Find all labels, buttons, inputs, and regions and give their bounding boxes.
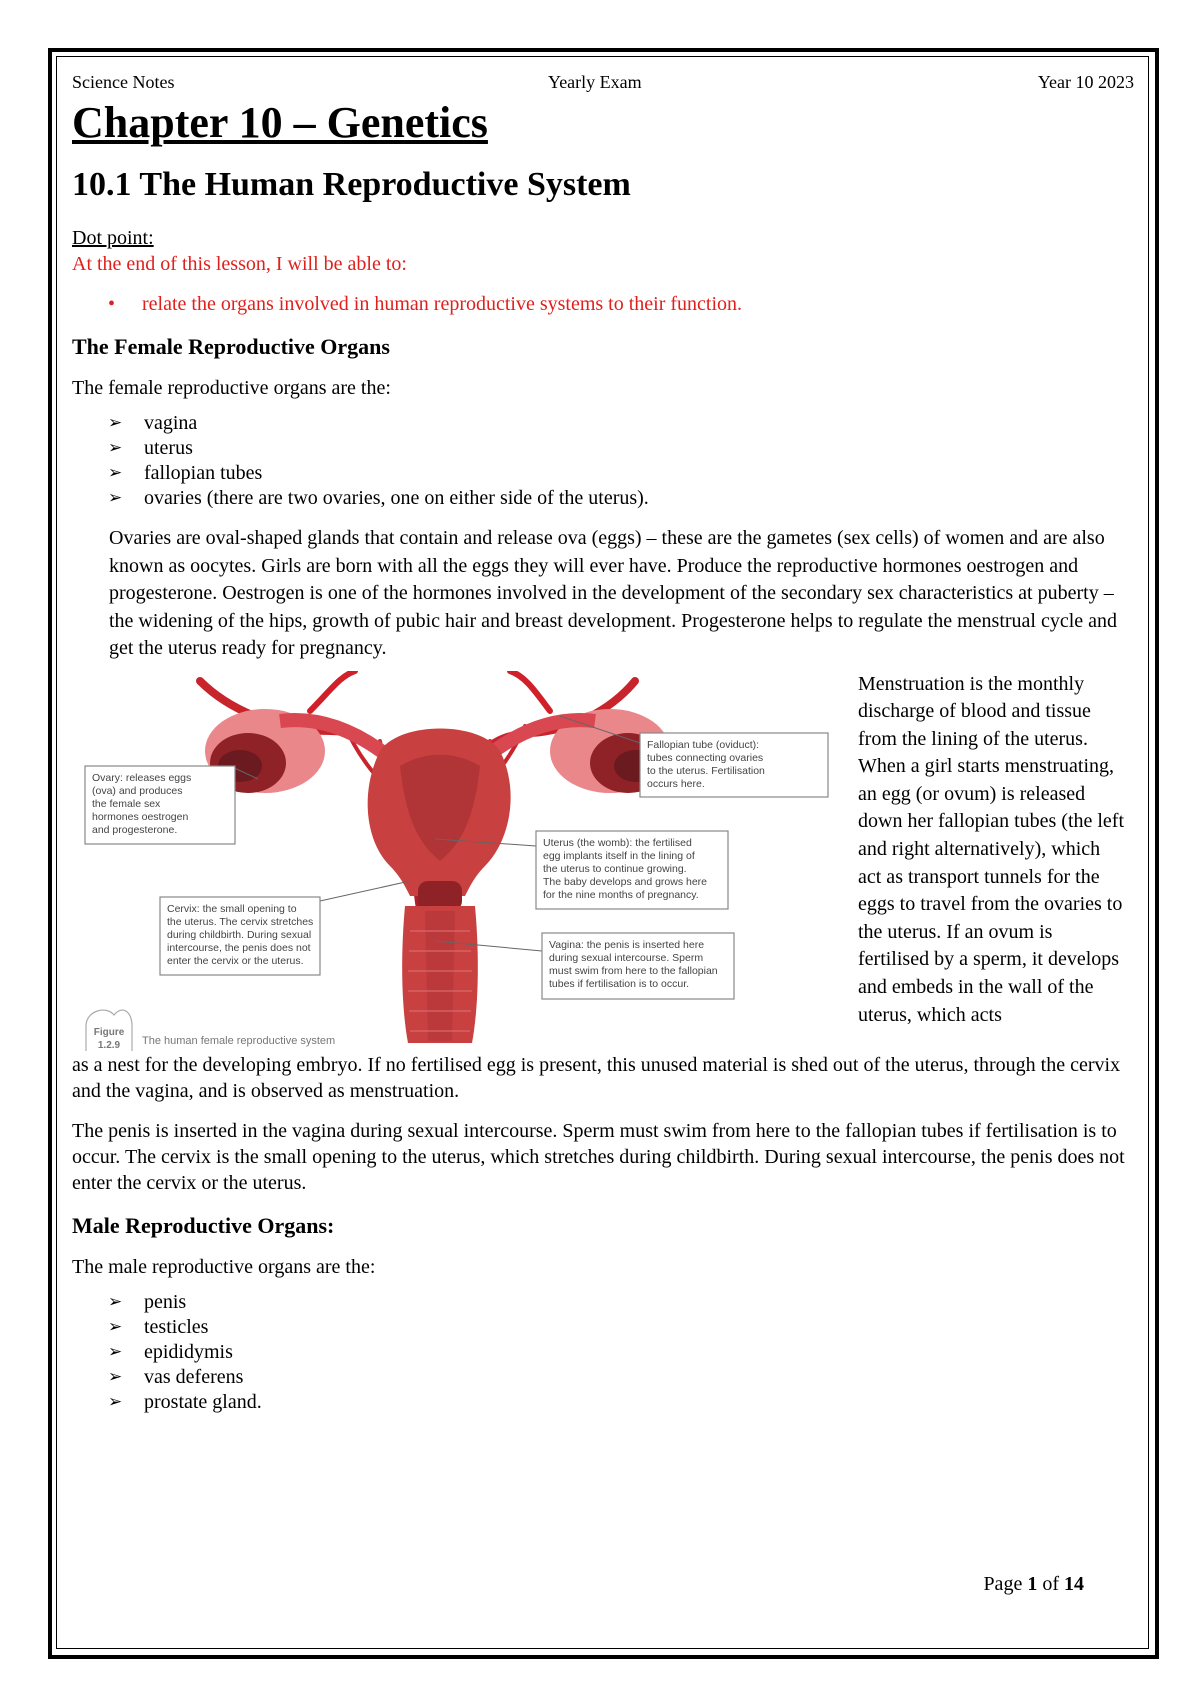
figure-caption-text: The human female reproductive system [142,1034,336,1047]
male-organs-list [72,1290,1132,1415]
female-organs-list [72,411,1132,511]
label-uterus-line: egg implants itself in the lining of [543,849,695,862]
label-cervix-line: enter the cervix or the uterus. [167,954,304,967]
male-intro: The male reproductive organs are the: [72,1255,376,1278]
objective-intro: At the end of this lesson, I will be able to: [72,253,407,275]
label-cervix-line: during childbirth. During sexual [167,928,312,941]
label-uterus [536,831,728,909]
label-vagina-line: tubes if fertilisation is to occur. [549,977,690,990]
list-item: ➢ vas deferens [72,1365,1132,1390]
penis-paragraph: The penis is inserted in the vagina during sexual intercourse. Sperm must swim from here to the fallopian tubes if fertilisation is to occur. The cervix is the small opening to the uterus, which stretches during childbirth. During sexual intercourse, the penis does not enter the cervix or the uterus. [72,1119,1125,1194]
list-item: ➢ penis [72,1290,1132,1315]
label-uterus-line: the uterus to continue growing. [543,862,687,875]
label-fallopian [640,733,828,797]
label-uterus-line: for the nine months of pregnancy. [543,888,699,901]
label-fallopian-line: to the uterus. Fertilisation [647,764,765,777]
ovaries-paragraph: Ovaries are oval-shaped glands that contain and release ova (eggs) – these are the gametes (sex cells) of women and are also known as oocytes. Girls are born with all the eggs they will ever have. Produce the reproductive hormones oestrogen and progesterone. Oestrogen is one of the hormones involved in the development of the secondary sex characteristics at puberty – the widening of the hips, growth of pubic hair and breast development. Progesterone helps to regulate the menstrual cycle and get the uterus ready for pregnancy. [109,527,1118,659]
objective-item: • relate the organs involved in human reproductive systems to their function. [142,291,1132,317]
section-title: 10.1 The Human Reproductive System [72,166,631,203]
figure-number: 1.2.9 [97,1039,121,1051]
label-ovary-line: and progesterone. [92,823,178,836]
female-reproductive-diagram [80,671,832,1053]
male-heading: Male Reproductive Organs: [72,1212,335,1238]
label-vagina-line: during sexual intercourse. Sperm [549,951,704,964]
figure-row [72,671,1132,1053]
list-item: ➢ ovaries (there are two ovaries, one on either side of the uterus). [72,486,1132,511]
chapter-title: Chapter 10 – Genetics [72,98,488,147]
footer-of-word: of [1042,1573,1059,1595]
label-ovary-line: (ova) and produces [92,784,183,797]
label-fallopian-line: occurs here. [647,777,705,790]
footer-page-current: 1 [1027,1573,1038,1595]
label-vagina-line: must swim from here to the fallopian [549,964,718,977]
label-fallopian-line: tubes connecting ovaries [647,751,764,764]
figure-caption [86,1010,335,1051]
label-cervix-line: Cervix: the small opening to [167,902,297,915]
label-ovary-line: the female sex [92,797,161,810]
footer-page-total: 14 [1064,1573,1084,1595]
page-header [72,70,1132,96]
footer-page-word: Page [983,1573,1023,1595]
female-heading: The Female Reproductive Organs [72,334,390,359]
header-center: Yearly Exam [548,72,642,92]
header-left: Science Notes [72,72,175,92]
label-fallopian-line: Fallopian tube (oviduct): [647,738,760,751]
list-item: ➢ vagina [72,411,1132,436]
list-item: ➢ prostate gland. [72,1390,1132,1415]
page-content [72,70,1132,1415]
objectives-list [72,291,1132,317]
label-cervix-line: the uterus. The cervix stretches [167,915,314,928]
dot-point-label: Dot point: [72,227,154,249]
label-ovary-line: hormones oestrogen [92,810,189,823]
label-cervix-line: intercourse, the penis does not [167,941,311,954]
label-vagina-line: Vagina: the penis is inserted here [549,938,705,951]
list-item: ➢ epididymis [72,1340,1132,1365]
figure-word: Figure [93,1026,125,1038]
label-uterus-line: The baby develops and grows here [543,875,708,888]
menstruation-side-text: Menstruation is the monthly discharge of blood and tissue from the lining of the uterus. When a girl starts menstruating, an egg (or ovum) is released down her fallopian tubes (the left and right alternatively), which act as transport tunnels for the eggs to travel from the ovaries to the uterus. If an ovum is fertilised by a sperm, it develops and embeds in the wall of the uterus, which acts [858,672,1125,1026]
list-item: ➢ fallopian tubes [72,461,1132,486]
label-ovary-line: Ovary: releases eggs [92,771,192,784]
menstruation-continued: as a nest for the developing embryo. If no fertilised egg is present, this unused material is shed out of the uterus, through the cervix and the vagina, and is observed as menstruation. [72,1053,1121,1102]
page-footer [983,1573,1084,1596]
label-uterus-line: Uterus (the womb): the fertilised [543,836,692,849]
label-ovary [85,766,235,844]
header-right: Year 10 2023 [1037,72,1134,92]
label-cervix [160,897,320,975]
label-vagina [542,933,734,999]
female-intro: The female reproductive organs are the: [72,377,391,399]
list-item: ➢ testicles [72,1315,1132,1340]
list-item: ➢ uterus [72,436,1132,461]
